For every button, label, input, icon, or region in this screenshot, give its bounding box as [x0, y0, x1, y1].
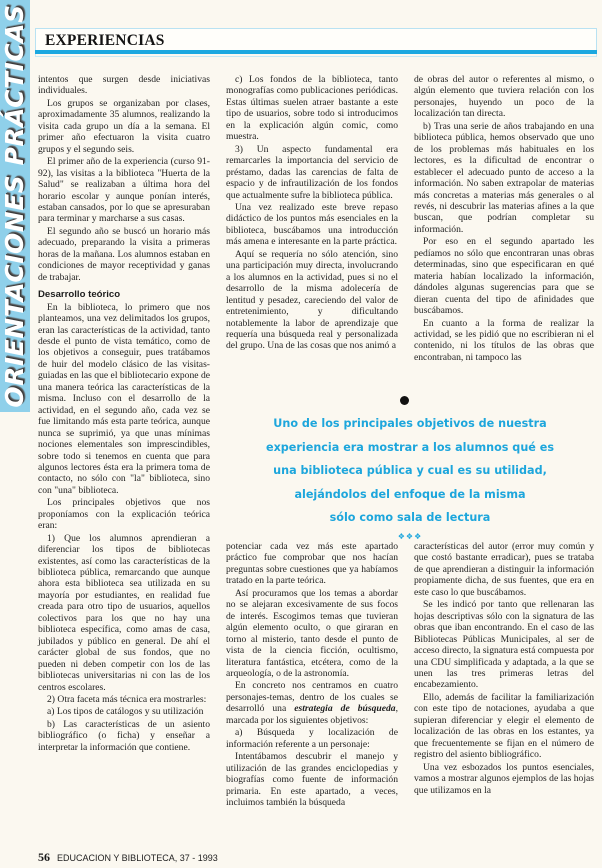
paragraph: Aquí se requería no sólo atención, sino una participación muy directa, involucrando a los alumnos en la actividad, pues si no el desarrollo de la misma adolecería de lentitud y pesadez, careciendo del valor de entretenimiento, y dificultando notablemente la labor de aprendizaje que requería una búsqueda real y personalizada del grupo. Una de las cosas que nos animó a	[226, 248, 398, 352]
pull-quote-line: Uno de los principales objetivos de nuestra	[273, 417, 547, 430]
paragraph: En cuanto a la forma de realizar la actividad, se les pidió que no escribieran ni el contenido, ni los títulos de las obras que encontraban, ni tampoco las	[414, 317, 594, 363]
paragraph: potenciar cada vez más este apartado práctico fue comprobar que nos hacían preguntas sobre cuestiones que ya habíamos tratado en la parte teórica.	[226, 541, 398, 587]
side-banner-title: ORIENTACIONES PRÁCTICAS	[0, 4, 29, 408]
paragraph: Una vez realizado este breve repaso didáctico de los puntos más esenciales en la biblioteca, buscábamos una introducción más amena e interesante en la parte práctica.	[226, 201, 398, 248]
paragraph: En la biblioteca, lo primero que nos planteamos, una vez delimitados los grupos, eran las características de la actividad, tanto desde el punto de vista temático, como de los objetivos a conseguir, pues tratábamos de huir del modelo clásico de las visitas-guiadas en las que el bibliotecario expone de una manera teórica las características de la misma. Incluso con el desarrollo de la actividad, en el segundo año, cada vez se fue limitando más esta parte teórica, aunque nunca se suprimió, ya que unas mínimas nociones elementales son imprescindibles, sobre todo si tenemos en cuenta que para algunos lectores ésta era la primera toma de contacto, no sólo con "la" biblioteca, sino con "una" biblioteca.	[38, 301, 210, 496]
paragraph: Intentábamos descubrir el manejo y utilización de las grandes enciclopedias y biografías como fuente de información primaria. En este apartado, a veces, incluimos también la búsqueda	[226, 751, 398, 808]
paragraph: Una vez esbozados los puntos esenciales, vamos a mostrar algunos ejemplos de las hojas que utilizamos en la	[414, 761, 594, 796]
emphasis: estrategia de búsqueda	[294, 703, 396, 715]
column-2	[226, 74, 398, 353]
paragraph: b) Tras una serie de años trabajando en una biblioteca pública, hemos observado que uno de los problemas más habituales en los lectores, es la dificultad de encontrar o establecer el adecuado punto de acceso a la información. No saben extrapolar de materias más concretas a materias más generales o al revés, ni descubrir las materias afines a la que buscan, que podrían completar su información.	[414, 120, 594, 235]
paragraph: 1) Que los alumnos aprendieran a diferenciar los tipos de bibliotecas existentes, así como las características de la biblioteca pública, remarcando que aunque ahora esta biblioteca sea utilizada en su mayoría por estudiantes, en realidad fue creada para otro tipo de usuarios, aquellos colectivos para los que no hay una biblioteca específica, como amas de casa, jubilados y público en general. De ahí el carácter global de sus fondos, que no pueden ni deben competir con los de las bibliotecas universitarias ni con las de los centros escolares.	[38, 532, 210, 693]
pull-quote-line: sólo como sala de lectura	[329, 511, 491, 524]
column-2-lower	[226, 541, 398, 809]
paragraph: El primer año de la experiencia (curso 91-92), las visitas a la biblioteca "Huerta de la Salud" se realizaban a última hora del horario escolar y aunque ponían interés, estaban cansados, por lo que se apresuraban para terminar y marcharse a sus casas.	[38, 156, 210, 225]
page-number: 56	[38, 850, 50, 864]
section-title: EXPERIENCIAS	[45, 32, 165, 49]
paragraph: Los grupos se organizaban por clases, aproximadamente 35 alumnos, realizando la visita cada grupo un día a la semana. El primer año efectuaron la visita cuatro grupos y el segundo seis.	[38, 97, 210, 155]
paragraph: características del autor (error muy común y que costó bastante erradicar), pues se trataba de que aprendieran a distinguir la información propiamente dicha, de sus fuentes, que era en este caso lo que buscábamos.	[414, 541, 594, 598]
paragraph: 3) Un aspecto fundamental era remarcarles la importancia del servicio de préstamo, dadas las carencias de falta de espacio y de infrautilización de los fondos que actualmente sufre la biblioteca pública.	[226, 143, 398, 201]
paragraph: Se les indicó por tanto que rellenaran las hojas descriptivas sólo con la signatura de las obras que iban encontrando. En el caso de las Bibliotecas Públicas Municipales, al ser de acceso directo, la signatura está compuesta por una CDU simplificada y adaptada, a la que se unen las tres primeras letras del encabezamiento.	[414, 599, 594, 691]
text-run: , marcada por los siguientes objetivos:	[226, 703, 398, 726]
paragraph: Por eso en el segundo apartado les pedíamos no sólo que encontraran unas obras determinadas, sino que especificaran en qué materia habían localizado la información, dándoles algunas sugerencias para que se dieran cuenta del tipo de afinidades que buscábamos.	[414, 236, 594, 317]
paragraph: b) Las características de un asiento bibliográfico (o ficha) y enseñar a interpretar la información que contiene.	[38, 718, 210, 753]
subheading: Desarrollo teórico	[38, 289, 121, 301]
paragraph: Los principales objetivos que nos proponíamos con la explicación teórica eran:	[38, 497, 210, 532]
pull-quote-line: experiencia era mostrar a los alumnos qué es	[265, 440, 555, 454]
paragraph: Así procuramos que los temas a abordar no se alejaran excesivamente de sus focos de interés. Escogimos temas que tuvieran algún elemento oculto, o que giraran en torno al misterio, tanto desde el punto de vista de la ciencia ficción, ocultismo, literatura fantástica, etcétera, como de la arqueología, o de la astronomía.	[226, 587, 398, 679]
side-banner	[0, 0, 30, 412]
publication-info: EDUCACION Y BIBLIOTECA, 37 - 1993	[57, 853, 218, 863]
paragraph	[226, 680, 398, 726]
pull-quote	[222, 412, 598, 544]
column-3-lower	[414, 541, 594, 797]
text-run: En concreto nos centramos en cuatro personajes-temas, dentro de los cuales se desarrolló una	[226, 680, 398, 715]
paragraph: c) Los fondos de la biblioteca, tanto monografías como publicaciones periódicas. Estas últimas suelen atraer bastante a este tipo de usuarios, sobre todo si introducimos en la explicación algún comic, como muestra.	[226, 74, 398, 143]
column-1	[38, 74, 210, 754]
header-underline	[35, 54, 597, 57]
paragraph: Ello, además de facilitar la familiarización con este tipo de notaciones, ayudaba a que supieran diferenciar y elegir el elemento de localización de las obras en los estantes, ya que frecuentemente se fijan en el número de registro del asiento bibliográfico.	[414, 691, 594, 761]
pull-quote-line: una biblioteca pública y cual es su utilidad,	[273, 464, 547, 477]
bullet-dot-icon	[400, 396, 409, 405]
paragraph: El segundo año se buscó un horario más adecuado, preparando la visita a primeras horas de la mañana. Los alumnos estaban en condiciones de mayor receptividad y ganas de trabajar.	[38, 225, 210, 283]
page-footer	[38, 848, 218, 866]
paragraph: 2) Otra faceta más técnica era mostrarles:	[47, 694, 207, 706]
column-3	[414, 74, 594, 364]
ornament-icon: ❖❖❖	[397, 531, 423, 541]
paragraph: de obras del autor o referentes al mismo, o algún elemento que tuviera relación con los personajes, huyendo un poco de la localización tan directa.	[414, 74, 594, 120]
paragraph: a) Búsqueda y localización de información referente a un personaje:	[226, 727, 398, 750]
pull-quote-line: alejándolos del enfoque de la misma	[294, 487, 526, 501]
paragraph: a) Los tipos de catálogos y su utilización	[47, 706, 204, 718]
paragraph: intentos que surgen desde iniciativas individuales.	[38, 74, 210, 97]
section-header	[35, 28, 597, 51]
